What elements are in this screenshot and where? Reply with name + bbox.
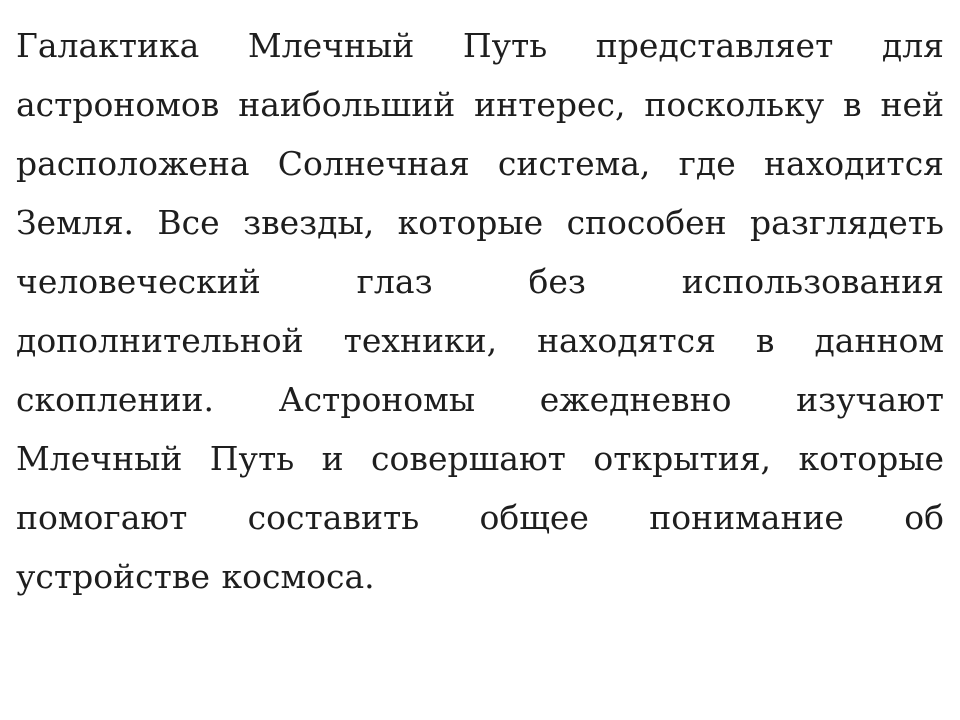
body-paragraph: Галактика Млечный Путь представляет для астрономов наибольший интерес, поскольку в ней расположена Солнечная система, где находится Земля. Все звезды, которые способен разглядеть человеческий глаз без использования дополнительной техники, находятся в данном скоплении. Астрономы ежедневно изучают Млечный Путь и совершают открытия, которые помогают составить общее понимание об устройстве космоса.	[16, 26, 944, 596]
